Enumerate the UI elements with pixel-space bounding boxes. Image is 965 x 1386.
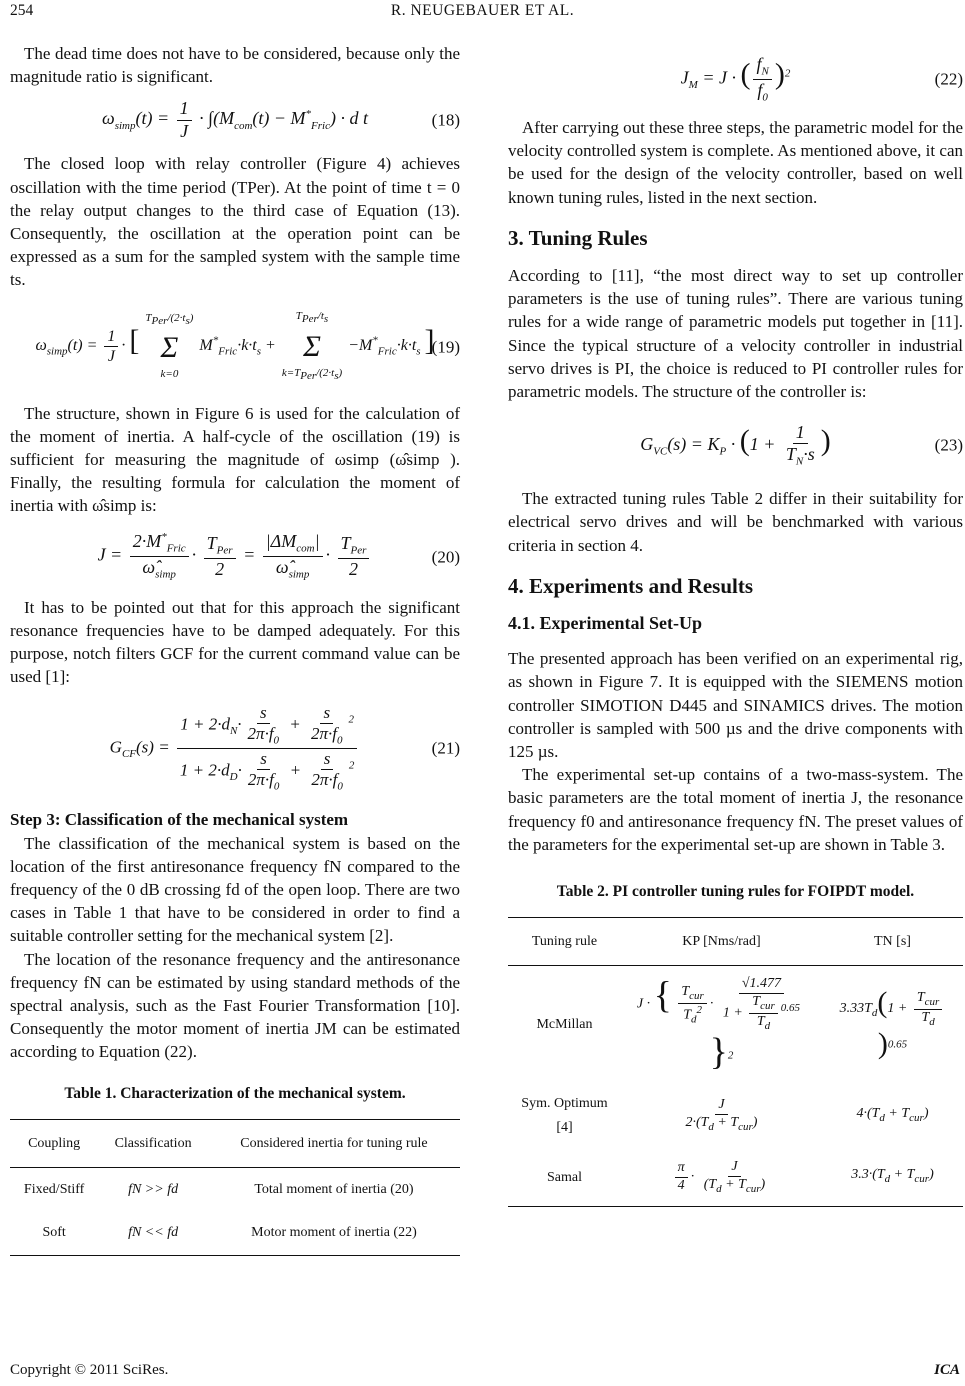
equation-number: (18) bbox=[431, 110, 460, 130]
equation-number: (21) bbox=[431, 738, 460, 758]
paragraph: The location of the resonance frequency and the antiresonance frequency fN can be estimated by using standard methods of the spectral analysis, such as the Fast Fourier Transformation [10]. Consequently the motor moment of inertia JM can be estimated according to Equation (22). bbox=[10, 949, 460, 1062]
table-cell: Samal bbox=[508, 1149, 621, 1206]
table-cell: McMillan bbox=[536, 1016, 593, 1032]
equation-number: (20) bbox=[431, 547, 460, 567]
section-heading: 3. Tuning Rules bbox=[508, 225, 648, 250]
journal-name: ICA bbox=[934, 1362, 960, 1378]
paragraph: After carrying out these three steps, the parametric model for the velocity controlled system is complete. As mentioned above, it can be used for the design of the velocity controller, based on well known tuning rules, listed in the next section. bbox=[508, 118, 963, 207]
equation-23: $G_{VC}(s) = K_P \cdot (1$ + $\frac{1}{T_N\cdot s}$ ) (23) bbox=[640, 421, 963, 468]
table-2 bbox=[508, 917, 963, 1206]
step-heading: Step 3: Classification of the mechanical system bbox=[10, 810, 349, 830]
table-row bbox=[10, 1168, 460, 1212]
table-header: TN [s] bbox=[822, 918, 963, 966]
table-caption: Table 1. Characterization of the mechanical system. bbox=[64, 1084, 406, 1102]
equation-18: $\omega_{simp}(t)$ = $\frac{1}{J}$ · $\int(M_{com}(t) - M^*_{Fric}) \cdot d$ t (18) bbox=[102, 98, 460, 141]
table-header: Tuning rule bbox=[508, 918, 621, 966]
table-row bbox=[10, 1211, 460, 1255]
equation-number: (23) bbox=[934, 435, 963, 455]
table-cell: Sym. Optimum [4] bbox=[521, 1096, 608, 1135]
paragraph: The classification of the mechanical system is based on the location of the first antiresonance frequency fN compared to the frequency of the 0 dB crossing fd of the open loop. There are two cases in Table 1 that have to be considered in order to find a suitable controller setting for the mechanical system [2]. bbox=[10, 833, 460, 946]
table-header: Considered inertia for tuning rule bbox=[208, 1119, 460, 1167]
paragraph: The experimental set-up contains of a two-mass-system. The basic parameters are the total moment of inertia J, the resonance frequency f0 and antiresonance frequency fN. The preset values of the parameters for the experimental set-up are shown in Table 3. bbox=[508, 765, 963, 854]
paragraph: The closed loop with relay controller (Figure 4) achieves oscillation with the time period (TPer). At the point of time t = 0 the relay output changes to the third case of Equation (13). Consequently, the oscillation at the operation point can be expressed as a sum for the sampled system with the sample time ts. bbox=[10, 154, 460, 290]
paragraph: The structure, shown in Figure 6 is used for the calculation of the moment of inertia. A half-cycle of the oscillation (19) is sufficient for measuring the magnitude of ωsimp (ω̂simp ). Finally, the resulting formula for calculation the moment of inertia with ω̂simp is: bbox=[10, 403, 460, 516]
page-number: 254 bbox=[10, 2, 34, 19]
formula-cell: $3.33T_d(1$ + $\frac{T_{cur}}{T_d}$ )$^{0.65}$ bbox=[822, 966, 963, 1082]
left-column bbox=[10, 42, 460, 1256]
equation-19: $\omega_{simp}(t)$ = $\frac{1}{J}$ · [ $T_{Per}/(2\cdot t_s)$ Σ k=0 $M^*_{Fric}\cdot k\cdot t_s$ + $T_{Per}/t_s$ Σ $k=T_{Per}/(2\cdot t_s)$ $-M^*_{Fric}\cdot k\cdot t_s$ ] (19) bbox=[35, 310, 460, 382]
table-cell: Fixed/Stiff bbox=[23, 1182, 85, 1198]
paragraph: The presented approach has been verified on an experimental rig, as shown in Figure 7. It is equipped with the SIEMENS motion controller SIMOTION D445 and SINAMICS drives. The motion controller is sampled with 500 µs and the drive components with 125 µs. bbox=[508, 649, 963, 762]
table-row bbox=[508, 966, 963, 1082]
formula-cell: $\frac{J}{2\cdot(T_d + T_{cur})}$ bbox=[685, 1097, 758, 1133]
equation-22: $J_M = J$ · ( $\frac{f_N}{f_0}$ )$^2$ (22) bbox=[680, 53, 963, 104]
paragraph: According to [11], “the most direct way to set up controller parameters is the use of tuning rules”. There are various tuning rules for a wide range of parametric models put together in [11]. Since the typical structure of a velocity controller in industrial servo drives is PI, the choice is reduced to PI controller rules for parametric models. The structure of the controller is: bbox=[508, 266, 963, 402]
copyright: Copyright © 2011 SciRes. bbox=[10, 1362, 169, 1378]
table-cell: fN >> fd bbox=[128, 1182, 179, 1198]
paragraph: The dead time does not have to be considered, because only the magnitude ratio is significant. bbox=[10, 44, 460, 87]
page-header bbox=[0, 0, 965, 30]
equation-number: (19) bbox=[431, 337, 460, 357]
formula-cell: $4\cdot(T_d + T_{cur})$ bbox=[856, 1105, 929, 1124]
formula-cell: $\frac{\pi}{4}$ · $\frac{J}{(T_d + T_{cur})}$ bbox=[621, 1149, 822, 1206]
table-caption: Table 2. PI controller tuning rules for FOIPDT model. bbox=[556, 883, 915, 901]
equation-21: $G_{CF}(s)$ = $1 + 2\cdot d_N\cdot$ $\frac{s}{2\pi\cdot f_0}$ + $\frac{s}{2\pi\cdot f_0}$ $^2$ $1 + 2\cdot d_D\cdot$ $\frac{s}{2\pi\cdot f_0}$ + $\frac{s}{2\pi\cdot f_0}$ $^2$ (21) bbox=[109, 702, 460, 793]
paragraph: It has to be pointed out that for this approach the significant resonance frequencies have to be damped adequately. For this purpose, notch filters GCF for the current command value can be used [1]: bbox=[10, 597, 460, 687]
table-1 bbox=[10, 1119, 460, 1256]
table-cell: fN << fd bbox=[98, 1211, 208, 1255]
right-column bbox=[508, 42, 963, 1207]
table-cell: Soft bbox=[10, 1211, 98, 1255]
section-heading: 4. Experiments and Results bbox=[508, 573, 754, 598]
table-cell: Total moment of inertia (20) bbox=[254, 1182, 414, 1198]
table-header: Coupling bbox=[10, 1119, 98, 1167]
table-cell: Motor moment of inertia (22) bbox=[208, 1211, 460, 1255]
formula-cell: J · { $\frac{T_{cur}}{T_d^2}$ · √1.477 1 + $\frac{T_{cur}}{T_d}$ $^{0.65}$ }$^2$ bbox=[636, 975, 800, 1074]
table-row bbox=[508, 1082, 963, 1148]
table-header: Classification bbox=[98, 1119, 208, 1167]
paragraph: The extracted tuning rules Table 2 differ in their suitability for electrical servo drives and will be benchmarked with various criteria in section 4. bbox=[508, 489, 963, 555]
running-title: R. NEUGEBAUER ET AL. bbox=[390, 2, 575, 19]
table-header: KP [Nms/rad] bbox=[621, 918, 822, 966]
equation-number: (22) bbox=[934, 69, 963, 89]
subsection-heading: 4.1. Experimental Set-Up bbox=[508, 613, 702, 634]
formula-cell: $3.3\cdot(T_d + T_{cur})$ bbox=[822, 1149, 963, 1206]
equation-20: J = $\frac{2\cdot M^*_{Fric}}{\omegâ_{simp}}$ · $\frac{T_{Per}}{2}$ = $\frac{|\Delta M_{com}|}{\omegâ_{simp}}$ · $\frac{T_{Per}}{2}$ (20) bbox=[97, 531, 460, 581]
table-row bbox=[508, 1149, 963, 1206]
